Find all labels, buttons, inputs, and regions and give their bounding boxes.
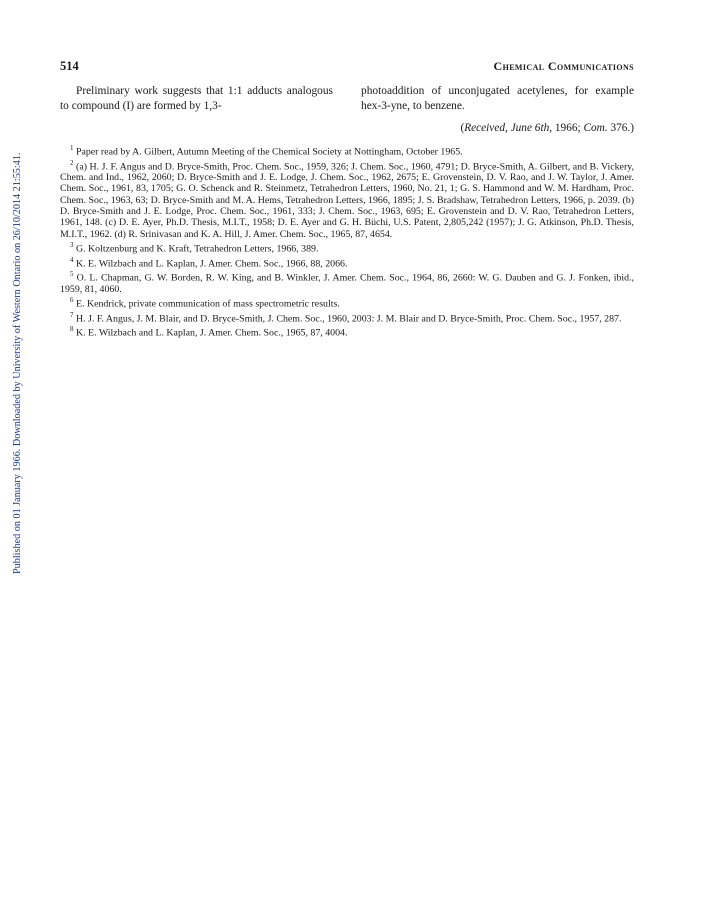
received-label: Received, (464, 122, 508, 134)
paragraph: Preliminary work suggests that 1:1 adducts analogous to compound (I) are formed by 1,3- (60, 85, 333, 112)
reference-item (60, 255, 634, 270)
reference-item (60, 143, 634, 158)
reference-number: 4 (70, 255, 74, 264)
reference-number: 2 (70, 158, 74, 167)
reference-text: H. J. F. Angus, J. M. Blair, and D. Bryce-Smith, J. Chem. Soc., 1960, 2003: J. M. Blair and D. Bryce-Smith, Proc. Chem. Soc., 1957, 287. (75, 312, 622, 324)
received-date-value: June 6th, (510, 122, 553, 134)
reference-number: 6 (70, 296, 74, 305)
reference-text: E. Kendrick, private communication of mass spectrometric results. (75, 298, 340, 310)
body-column-right (361, 84, 634, 114)
reference-text: K. E. Wilzbach and L. Kaplan, J. Amer. Chem. Soc., 1966, 88, 2066. (75, 257, 348, 269)
reference-item (60, 240, 634, 255)
communication-number: 376.) (610, 122, 634, 134)
running-head: Chemical Communications (493, 59, 634, 73)
references-list (60, 143, 634, 339)
reference-number: 5 (70, 270, 74, 279)
page-number: 514 (60, 59, 79, 73)
paragraph: photoaddition of unconjugated acetylenes, for example hex-3-yne, to benzene. (361, 85, 634, 112)
reference-text: K. E. Wilzbach and L. Kaplan, J. Amer. Chem. Soc., 1965, 87, 4004. (75, 327, 348, 339)
reference-item (60, 310, 634, 325)
reference-text: G. Koltzenburg and K. Kraft, Tetrahedron Letters, 1966, 389. (75, 243, 319, 255)
reference-text: Paper read by A. Gilbert, Autumn Meeting of the Chemical Society at Nottingham, October 1965. (75, 146, 463, 158)
reference-item (60, 324, 634, 339)
reference-item (60, 269, 634, 295)
reference-number: 8 (70, 325, 74, 334)
body-text (60, 84, 634, 114)
body-column-left (60, 84, 333, 114)
download-watermark-text: Published on 01 January 1966. Downloaded by University of Western Ontario on 26/10/2014 21:55:41. (12, 152, 23, 574)
reference-item (60, 158, 634, 240)
communication-label: Com. (583, 122, 608, 134)
reference-number: 7 (70, 310, 74, 319)
reference-text: O. L. Chapman, G. W. Borden, R. W. King, and B. Winkler, J. Amer. Chem. Soc., 1964, 86, 2660: W. G. Dauben and G. J. Fonken, ibid., 1959, 81, 4060. (60, 272, 635, 295)
received-date: (Received, June 6th, 1966; Com. 376.) (460, 122, 634, 134)
received-year: 1966; (554, 122, 581, 134)
reference-text: (a) H. J. F. Angus and D. Bryce-Smith, Proc. Chem. Soc., 1959, 326; J. Chem. Soc., 1960, 4791; D. Bryce-Smith, A. Gilbert, and B. Vickery, Chem. and Ind., 1962, 2060; D. Bryce-Smith and J. E. Lodge, J. Chem. Soc., 1962, 2675; E. Grovenstein, D. V. Rao, and J. W. Taylor, J. Amer. Chem. Soc., 1961, 83, 1705; G. O. Schenck and R. Steinmetz, Tetrahedron Letters, 1960, No. 21, 1; G. S. Hammond and W. M. Hardham, Proc. Chem. Soc., 1963, 63; D. Bryce-Smith and M. A. Hems, Tetrahedron Letters, 1966, 1895; J. S. Bradshaw, Tetrahedron Letters, 1966, p. 2039. (b) D. Bryce-Smith and J. E. Lodge, Proc. Chem. Soc., 1961, 333; J. Chem. Soc., 1963, 695; E. Grovenstein and D. V. Rao, Tetrahedron Letters, 1961, 148. (c) D. E. Ayer, Ph.D. Thesis, M.I.T., 1958; D. E. Ayer and G. H. Büchi, U.S. Patent, 2,805,242 (1957); J. G. Atkinson, Ph.D. Thesis, M.I.T., 1962. (d) R. Srinivasan and K. A. Hill, J. Amer. Chem. Soc., 1965, 87, 4654. (60, 160, 634, 240)
reference-number: 3 (70, 240, 74, 249)
reference-number: 1 (70, 144, 74, 152)
download-watermark (4, 0, 23, 917)
reference-item (60, 295, 634, 310)
